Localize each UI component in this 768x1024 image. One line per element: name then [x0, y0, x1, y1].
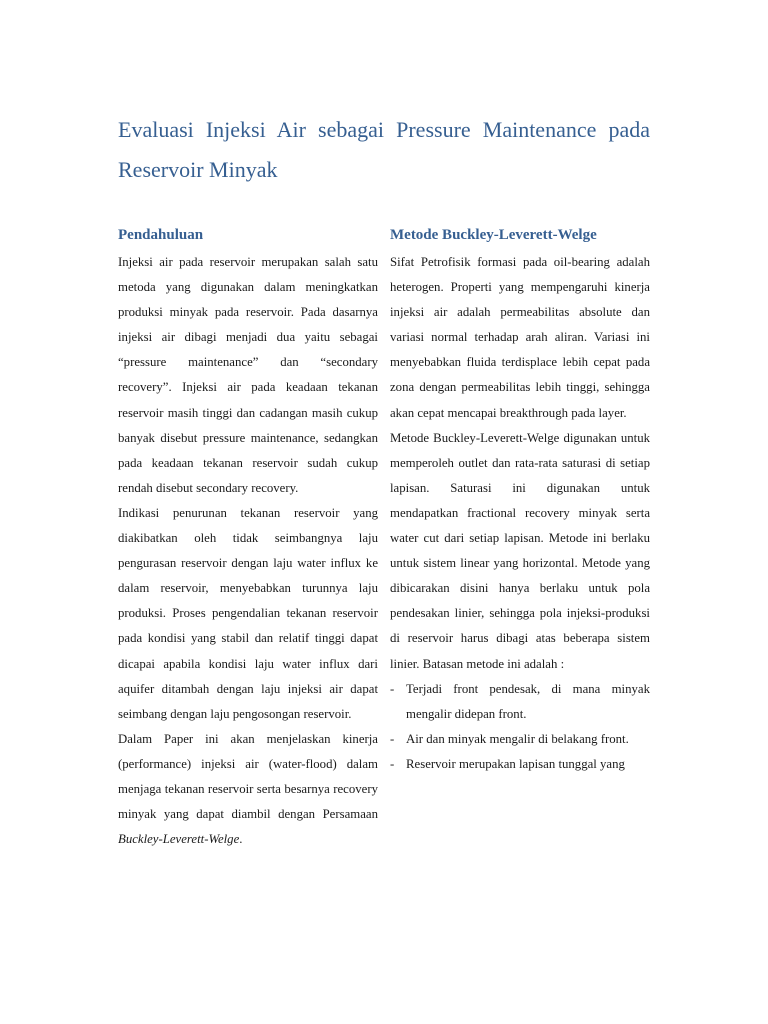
paragraph-intro-3 — [118, 727, 378, 852]
paragraph-intro-3-end: . — [239, 832, 243, 847]
document-title: Evaluasi Injeksi Air sebagai Pressure Maintenance pada Reservoir Minyak — [118, 117, 650, 182]
bullet-marker: - — [390, 681, 395, 696]
list-item — [390, 752, 650, 777]
paragraph-intro-3-italic: Buckley-Leverett-Welge — [118, 832, 240, 847]
paragraph-intro-2: Indikasi penurunan tekanan reservoir yang diakibatkan oleh tidak seimbangnya laju pengurasan reservoir dengan laju water influx ke dalam reservoir, menyebabkan turunnya laju produksi. Proses pengendalian tekanan reservoir pada kondisi yang stabil dan relatif tinggi dapat dicapai apabila kondisi laju water influx dari aquifer ditambah dengan laju injeksi air dapat seimbang dengan laju pengosongan reservoir. — [118, 505, 378, 721]
section-heading-metode: Metode Buckley-Leverett-Welge — [390, 227, 597, 243]
limitations-list — [390, 677, 650, 777]
bullet-marker: - — [390, 756, 395, 771]
bullet-marker: - — [390, 731, 395, 746]
right-column — [390, 222, 650, 777]
paragraph-intro-1: Injeksi air pada reservoir merupakan salah satu metoda yang digunakan dalam meningkatkan produksi minyak pada reservoir. Pada dasarnya injeksi air dibagi menjadi dua yaitu sebagai “pressure maintenance” dan “secondary recovery”. Injeksi air pada keadaan tekanan reservoir masih tinggi dan cadangan masih cukup banyak disebut pressure maintenance, sedangkan pada keadaan tekanan reservoir sudah cukup rendah disebut secondary recovery. — [118, 255, 378, 495]
list-item-text: Terjadi front pendesak, di mana minyak mengalir didepan front. — [406, 681, 650, 721]
list-item-text: Air dan minyak mengalir di belakang front. — [406, 731, 629, 746]
paragraph-metode-2: Metode Buckley-Leverett-Welge digunakan untuk memperoleh outlet dan rata-rata saturasi di setiap lapisan. Saturasi ini digunakan untuk mendapatkan fractional recovery minyak serta water cut dari setiap lapisan. Metode ini berlaku untuk sistem linear yang horizontal. Metode yang dibicarakan disini hanya berlaku untuk pola pendesakan linier, sehingga pola injeksi-produksi di reservoir harus dibagi atas beberapa sistem linier. Batasan metode ini adalah : — [390, 430, 650, 671]
list-item — [390, 677, 650, 727]
paragraph-intro-3-text: Dalam Paper ini akan menjelaskan kinerja (performance) injeksi air (water-flood) dalam menjaga tekanan reservoir serta besarnya recovery minyak yang dapat diambil dengan Persamaan — [118, 731, 378, 822]
left-column — [118, 222, 378, 852]
list-item — [390, 727, 650, 752]
paragraph-metode-1: Sifat Petrofisik formasi pada oil-bearing adalah heterogen. Properti yang mempengaruhi kinerja injeksi air adalah permeabilitas absolute dan variasi normal terhadap arah aliran. Variasi ini menyebabkan fluida terdisplace lebih cepat pada zona dengan permeabilitas lebih tinggi, sehingga akan cepat mencapai breakthrough pada layer. — [390, 255, 650, 420]
section-heading-pendahuluan: Pendahuluan — [118, 227, 204, 243]
list-item-text: Reservoir merupakan lapisan tunggal yang — [406, 756, 625, 771]
